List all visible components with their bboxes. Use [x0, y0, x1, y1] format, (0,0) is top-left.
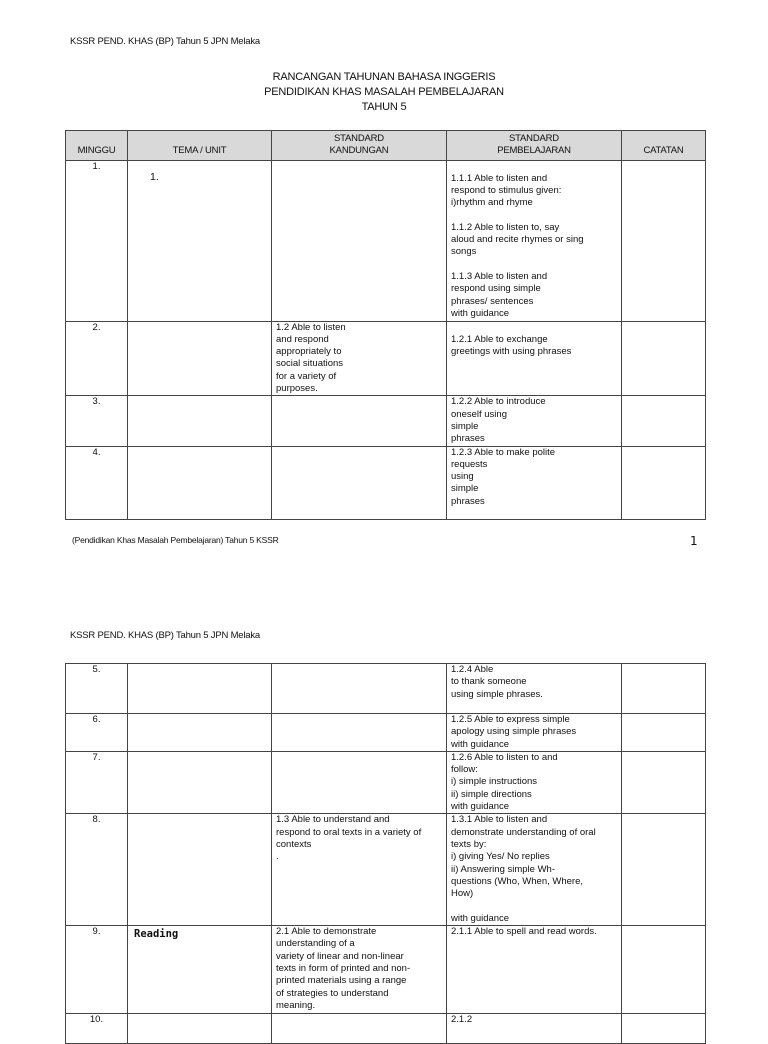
cell-pembelajaran: 1.2.3 Able to make polite requests using simple phrases: [447, 446, 622, 519]
col-header-minggu: MINGGU: [66, 131, 128, 161]
yearly-plan-table-page1: [65, 130, 706, 520]
table-row: [66, 664, 706, 714]
table-row: [66, 714, 706, 752]
cell-tema: [128, 664, 272, 714]
table-row: [66, 926, 706, 1014]
cell-pembelajaran: 1.2.5 Able to express simple apology using simple phrases with guidance: [447, 714, 622, 752]
page-header: KSSR PEND. KHAS (BP) Tahun 5 JPN Melaka: [70, 630, 261, 641]
cell-pembelajaran: 1.2.1 Able to exchange greetings with using phrases: [447, 321, 622, 396]
cell-catatan: [622, 396, 706, 446]
title-line: PENDIDIKAN KHAS MASALAH PEMBELAJARAN: [264, 86, 504, 98]
tema-reading: Reading: [134, 928, 179, 941]
cell-kandungan: [272, 1014, 447, 1044]
cell-pembelajaran: 2.1.1 Able to spell and read words.: [447, 926, 622, 1014]
col-header-catatan: CATATAN: [622, 131, 706, 161]
title-line: RANCANGAN TAHUNAN BAHASA INGGERIS: [272, 71, 496, 83]
cell-kandungan: [272, 160, 447, 321]
cell-tema: [128, 814, 272, 926]
cell-kandungan: [272, 446, 447, 519]
cell-kandungan: 1.3 Able to understand and respond to oral texts in a variety of contexts .: [272, 814, 447, 926]
page-footer: (Pendidikan Khas Masalah Pembelajaran) Tahun 5 KSSR: [72, 535, 279, 545]
cell-kandungan: [272, 714, 447, 752]
col-header-kandungan: STANDARD KANDUNGAN: [272, 131, 447, 161]
cell-pembelajaran: 1.1.1 Able to listen and respond to stimulus given: i)rhythm and rhyme 1.1.2 Able to listen to, say aloud and recite rhymes or sing songs 1.1.3 Able to listen and respond using simple phrases/ sentences with guidance: [447, 160, 622, 321]
cell-catatan: [622, 751, 706, 813]
cell-minggu: 3.: [66, 396, 128, 446]
document-title: [0, 70, 768, 115]
cell-kandungan: [272, 396, 447, 446]
table-header-row: [66, 131, 706, 161]
col-header-pembelajaran: STANDARD PEMBELAJARAN: [447, 131, 622, 161]
cell-kandungan: 1.2 Able to listen and respond appropriately to social situations for a variety of purposes.: [272, 321, 447, 396]
cell-catatan: [622, 926, 706, 1014]
cell-catatan: [622, 321, 706, 396]
cell-minggu: 1.: [66, 160, 128, 321]
table-row: [66, 396, 706, 446]
cell-tema: [128, 446, 272, 519]
col-header-tema: TEMA / UNIT: [128, 131, 272, 161]
cell-tema: [128, 751, 272, 813]
cell-kandungan: [272, 751, 447, 813]
cell-minggu: 10.: [66, 1014, 128, 1044]
cell-catatan: [622, 1014, 706, 1044]
cell-pembelajaran: 1.2.6 Able to listen to and follow: i) simple instructions ii) simple directions with guidance: [447, 751, 622, 813]
table-row: [66, 446, 706, 519]
cell-tema: [128, 321, 272, 396]
cell-tema: [128, 1014, 272, 1044]
cell-tema: [128, 160, 272, 321]
tema-number: 1.: [150, 170, 159, 183]
cell-catatan: [622, 814, 706, 926]
cell-catatan: [622, 160, 706, 321]
cell-minggu: 6.: [66, 714, 128, 752]
cell-tema: [128, 714, 272, 752]
cell-tema: [128, 396, 272, 446]
title-line: TAHUN 5: [361, 101, 407, 113]
yearly-plan-table-page2: [65, 663, 706, 1044]
table-row: [66, 321, 706, 396]
cell-minggu: 2.: [66, 321, 128, 396]
cell-catatan: [622, 714, 706, 752]
cell-catatan: [622, 664, 706, 714]
cell-minggu: 5.: [66, 664, 128, 714]
cell-catatan: [622, 446, 706, 519]
cell-pembelajaran: 2.1.2: [447, 1014, 622, 1044]
cell-tema: [128, 926, 272, 1014]
page-number: 1: [690, 534, 698, 548]
page-header: KSSR PEND. KHAS (BP) Tahun 5 JPN Melaka: [70, 36, 261, 47]
cell-minggu: 8.: [66, 814, 128, 926]
table-row: [66, 814, 706, 926]
table-row: [66, 751, 706, 813]
cell-pembelajaran: 1.3.1 Able to listen and demonstrate understanding of oral texts by: i) giving Yes/ No replies ii) Answering simple Wh- questions (Who, When, Where, How) with guidance: [447, 814, 622, 926]
table-row: [66, 160, 706, 321]
table-row: [66, 1014, 706, 1044]
cell-minggu: 4.: [66, 446, 128, 519]
cell-minggu: 7.: [66, 751, 128, 813]
cell-kandungan: 2.1 Able to demonstrate understanding of a variety of linear and non-linear texts in form of printed and non- printed materials using a range of strategies to understand meaning.: [272, 926, 447, 1014]
cell-pembelajaran: 1.2.2 Able to introduce oneself using simple phrases: [447, 396, 622, 446]
cell-kandungan: [272, 664, 447, 714]
cell-minggu: 9.: [66, 926, 128, 1014]
cell-pembelajaran: 1.2.4 Able to thank someone using simple phrases.: [447, 664, 622, 714]
